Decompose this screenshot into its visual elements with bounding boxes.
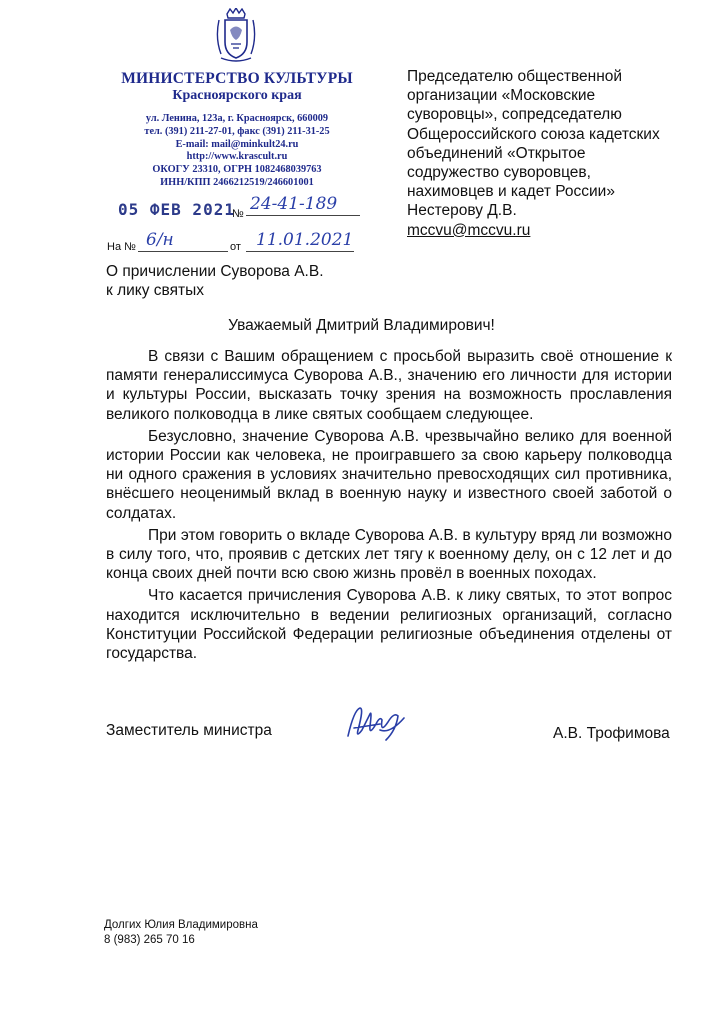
recipient-email-link[interactable]: mccvu@mccvu.ru	[407, 221, 531, 239]
body-paragraph: Что касается причисления Суворова А.В. к лику святых, то этот вопрос находится исключительно в ведении религиозных организаций, согласно Конституции Российской Федерации религиозные объединения отделены от государства.	[106, 587, 672, 663]
registration-number: 24-41-189	[250, 194, 338, 214]
website-line: http://www.krascult.ru	[186, 151, 288, 163]
recipient-line: Общероссийского союза кадетских	[407, 125, 660, 143]
okogu-line: ОКОГУ 23310, ОГРН 1082468039763	[152, 164, 322, 176]
body-paragraph: При этом говорить о вкладе Суворова А.В. в культуру вряд ли возможно в силу того, что, проявив с детских лет тягу к военному делу, он с 12 лет и до конца своих дней почти всю свою жизнь провёл в военных походах.	[106, 526, 672, 583]
ministry-name: МИНИСТЕРСТВО КУЛЬТУРЫ	[121, 70, 353, 87]
ref-date: 11.01.2021	[256, 230, 354, 250]
signatory-title: Заместитель министра	[106, 722, 272, 739]
recipient-line: организации «Московские	[407, 87, 596, 105]
signatory-name: А.В. Трофимова	[553, 725, 670, 742]
salutation: Уважаемый Дмитрий Владимирович!	[228, 317, 495, 334]
body-paragraph: Безусловно, значение Суворова А.В. чрезвычайно велико для военной истории России как человека, не проигравшего за свою карьеру полководца ни одного сражения в условиях значительно превосходящих сил противника, внёсшего неоценимый вклад в военную науку и известного своей заботой о солдатах.	[106, 427, 672, 522]
recipient-line: содружество суворовцев,	[407, 164, 591, 182]
handwritten-signature-icon	[340, 700, 410, 750]
phone-line: тел. (391) 211-27-01, факс (391) 211-31-25	[144, 125, 330, 137]
number-underline	[246, 215, 360, 216]
address-line: ул. Ленина, 123а, г. Красноярск, 660009	[145, 113, 329, 124]
email-line: E-mail: mail@minkult24.ru	[175, 138, 299, 150]
executor-name: Долгих Юлия Владимировна	[104, 919, 258, 931]
executor-phone: 8 (983) 265 70 16	[104, 934, 195, 946]
recipient-line: Председателю общественной	[407, 68, 623, 85]
region-name: Красноярского края	[172, 88, 302, 103]
number-label: №	[232, 208, 244, 220]
inn-line: ИНН/КПП 2466212519/246601001	[160, 176, 314, 188]
letterhead-contacts	[108, 113, 366, 190]
letter-subject	[106, 262, 324, 300]
executor-info	[104, 918, 258, 948]
recipient-name: Нестерову Д.В.	[407, 202, 517, 220]
recipient-line: объединений «Открытое	[407, 144, 586, 162]
ministry-header	[108, 70, 366, 104]
recipient-line: суворовцы», сопредседателю	[407, 106, 622, 124]
body-paragraph: В связи с Вашим обращением с просьбой выразить своё отношение к памяти генералиссимуса Суворова А.В., значению его личности для истории и культуры России, высказать точку зрения на возможность прославления великого полководца в лике святых сообщаем следующее.	[106, 348, 672, 423]
recipient-block	[407, 67, 707, 240]
coat-of-arms-icon	[213, 8, 259, 64]
subject-line: О причислении Суворова А.В.	[106, 263, 324, 280]
from-label: от	[230, 241, 241, 253]
recipient-line: нахимовцев и кадет России»	[407, 183, 615, 201]
ref-underline	[138, 251, 228, 252]
ref-number: 6/н	[146, 230, 174, 250]
registration-stamp-date: 05 ФЕВ 2021	[118, 200, 235, 219]
letter-body	[106, 347, 672, 666]
subject-line: к лику святых	[106, 282, 204, 299]
ref-label: На №	[107, 241, 136, 253]
from-underline	[246, 251, 354, 252]
